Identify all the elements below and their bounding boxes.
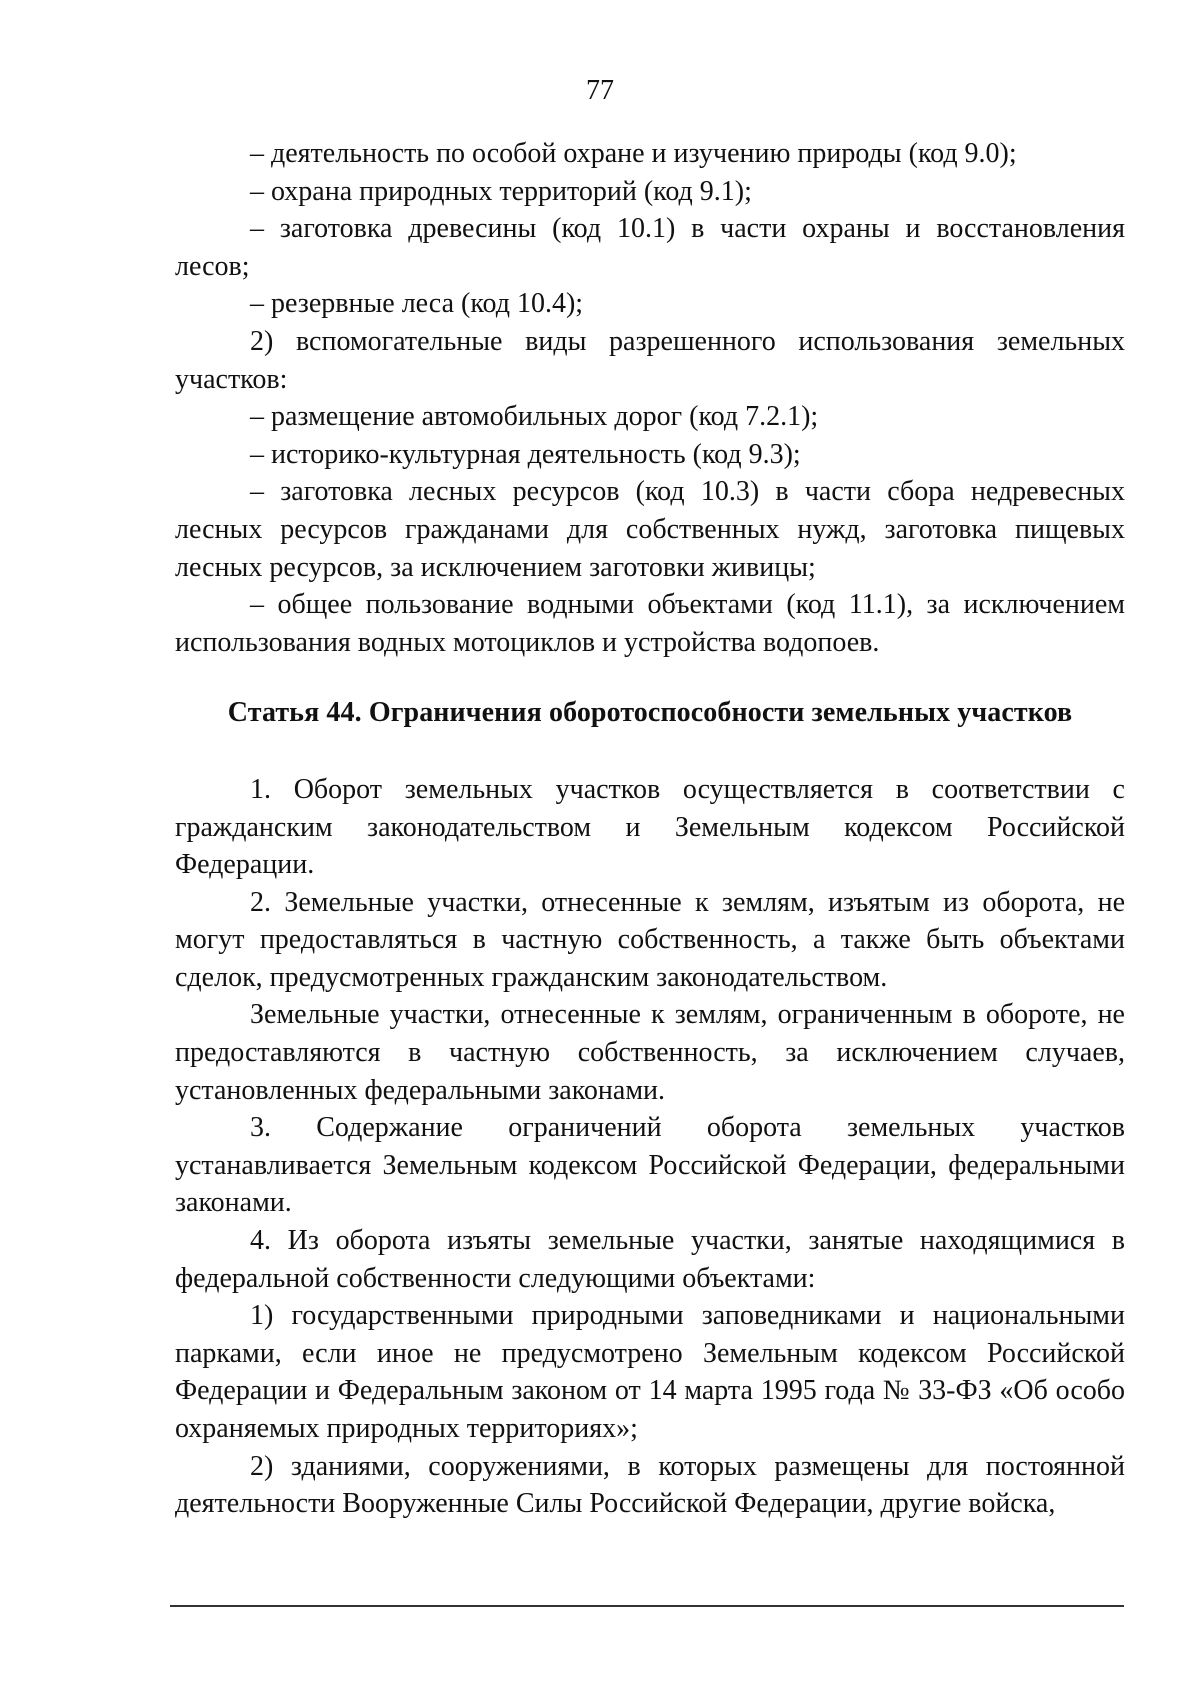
paragraph: Земельные участки, отнесенные к землям, ограниченным в обороте, не предоставляются в частную собственность, за исключением случаев, установленных федеральными законами. (175, 999, 1125, 1106)
list-item: – резервные леса (код 10.4); (250, 288, 584, 320)
list-item: – размещение автомобильных дорог (код 7.2.1); (250, 401, 819, 433)
list-item: – общее пользование водными объектами (код 11.1), за исключением использования водных мотоциклов и устройства водопоев. (175, 589, 1125, 658)
document-body (175, 135, 1125, 1523)
list-item: – охрана природных территорий (код 9.1); (250, 175, 752, 207)
paragraph: 3. Содержание ограничений оборота земельных участков устанавливается Земельным кодексом Российской Федерации, федеральными законами. (175, 1112, 1125, 1219)
paragraph: 1) государственными природными заповедниками и национальными парками, если иное не предусмотрено Земельным кодексом Российской Федерации и Федеральным законом от 14 марта 1995 года № 33-ФЗ «Об особо охраняемых природных территориях»; (175, 1300, 1125, 1444)
paragraph: 2) вспомогательные виды разрешенного использования земельных участков: (175, 325, 1125, 395)
paragraph: 2) зданиями, сооружениями, в которых размещены для постоянной деятельности Вооруженные Силы Российской Федерации, другие войска, (175, 1450, 1125, 1520)
list-item: – историко-культурная деятельность (код 9.3); (250, 438, 801, 470)
paragraph: 4. Из оборота изъяты земельные участки, занятые находящимися в федеральной собственности следующими объектами: (175, 1225, 1125, 1294)
paragraph: 2. Земельные участки, отнесенные к землям, изъятым из оборота, не могут предоставляться в частную собственность, а также быть объектами сделок, предусмотренных гражданским законодательством. (175, 886, 1125, 993)
paragraph: 1. Оборот земельных участков осуществляется в соответствии с гражданским законодательством и Земельным кодексом Российской Федерации. (175, 773, 1125, 881)
list-item: – деятельность по особой охране и изучению природы (код 9.0); (250, 138, 1017, 169)
page-number: 77 (586, 75, 614, 106)
list-item: – заготовка лесных ресурсов (код 10.3) в части сбора недревесных лесных ресурсов гражданами для собственных нужд, заготовка пищевых лесных ресурсов, за исключением заготовки живицы; (175, 476, 1125, 583)
footer-divider (170, 1605, 1124, 1607)
article-heading: Статья 44. Ограничения оборотоспособности земельных участков (227, 697, 1073, 729)
list-item: – заготовка древесины (код 10.1) в части охраны и восстановления лесов; (175, 213, 1125, 282)
